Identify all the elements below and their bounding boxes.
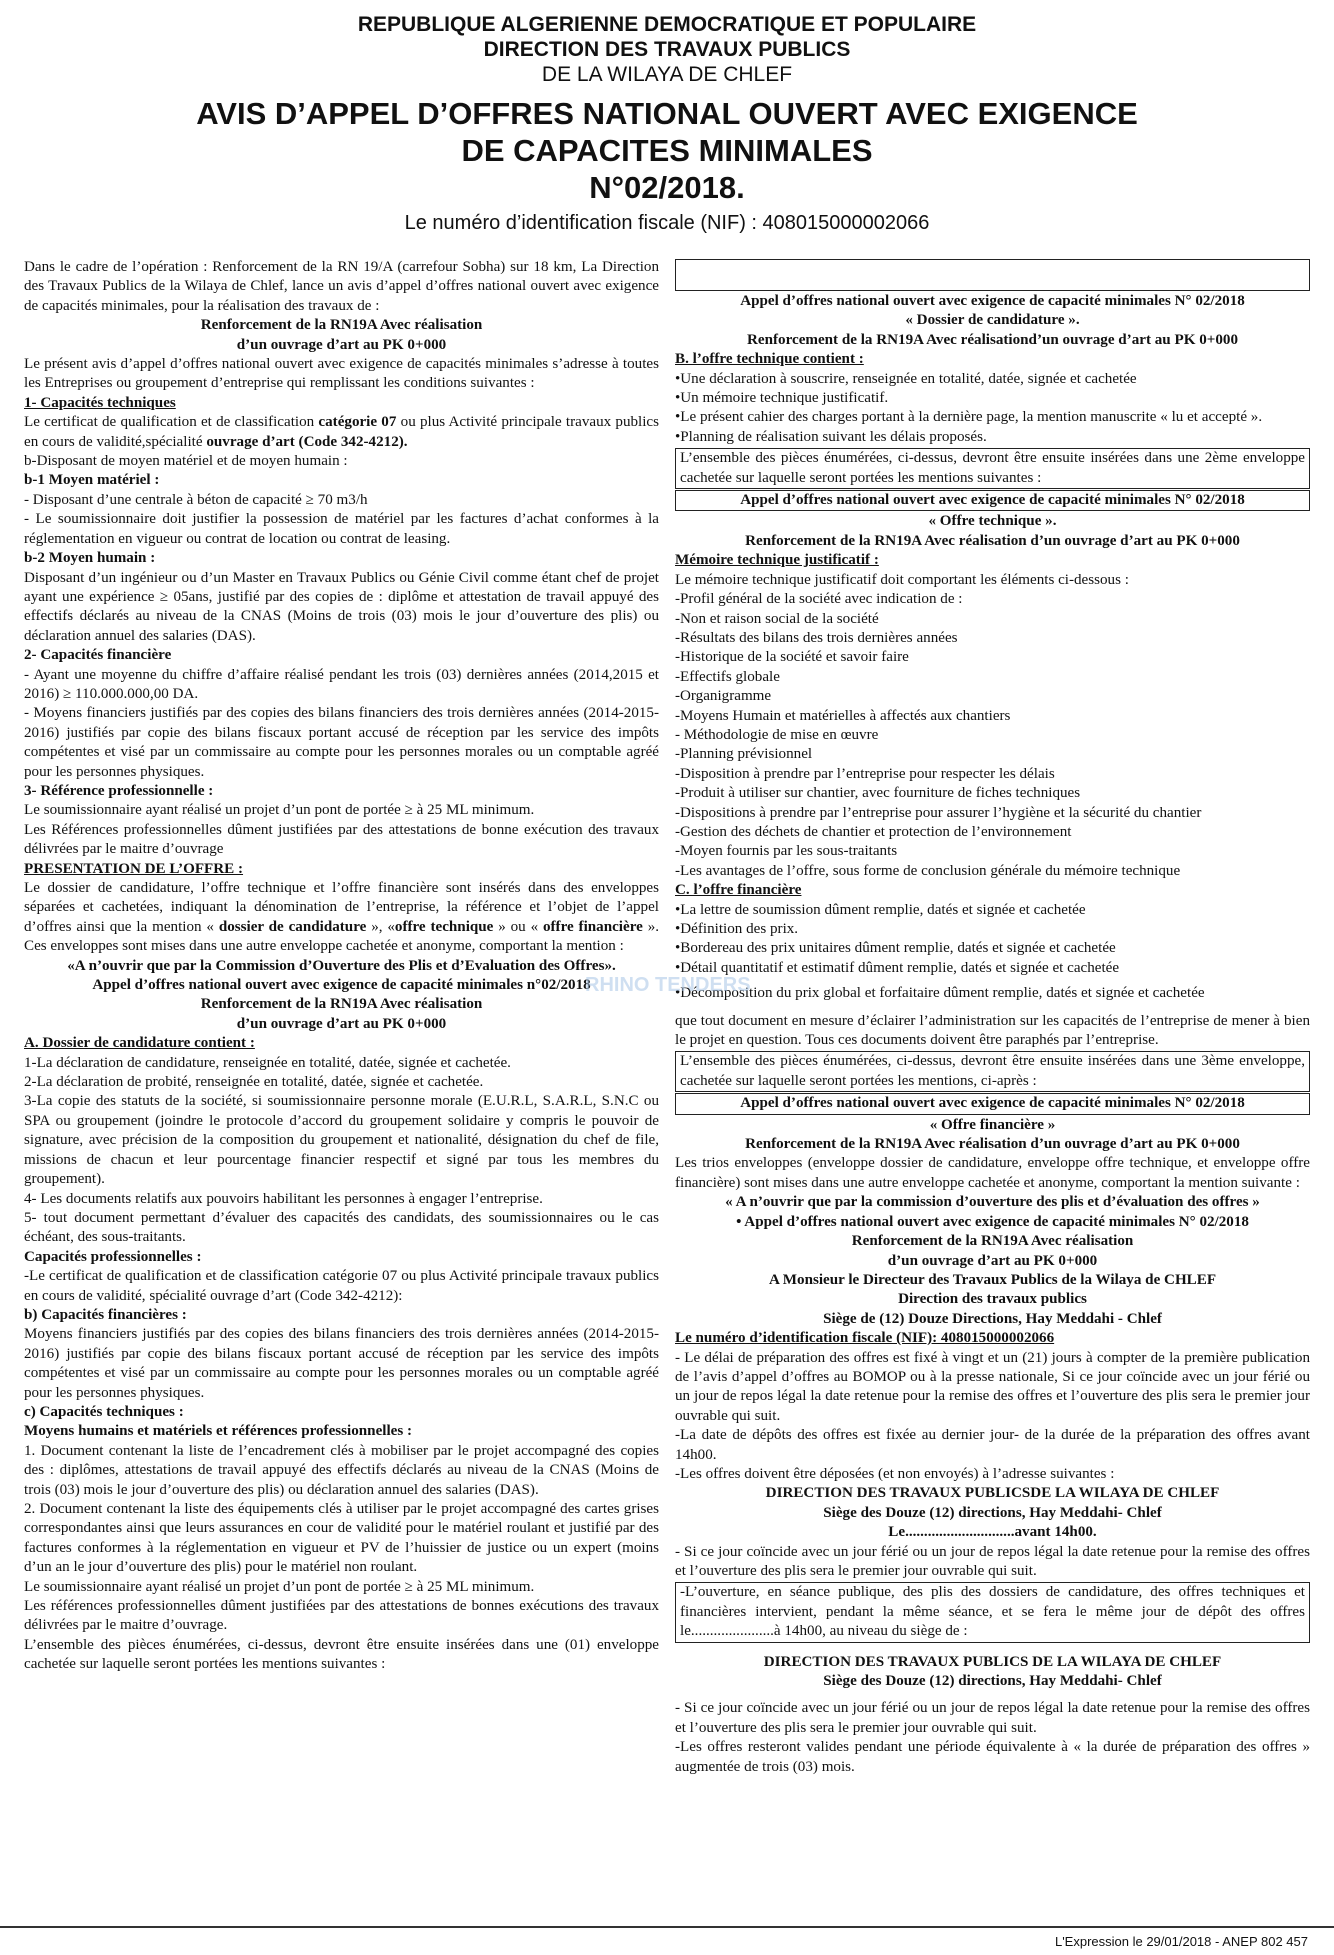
list-item: •Détail quantitatif et estimatif dûment remplie, datés et signée et cachetée <box>675 959 1120 976</box>
financial-means-paragraph: Moyens financiers justifiés par des copies des bilans financiers des trois dernières années (2014-2015-2016) justifiés par copie des bilans fiscaux portant accusé de réception par les service des impôts compétentes et visé par un commissaire au compte pour les personnes morales ou un comptable agréé pour les personnes physiques. <box>24 1326 659 1401</box>
notice-columns <box>24 258 1310 1918</box>
section-offer-presentation: PRESENTATION DE L’OFFRE : <box>24 860 244 877</box>
opening-commission-mention: «A n’ouvrir que par la Commission d’Ouverture des Plis et d’Evaluation des Offres». <box>67 957 616 974</box>
section-material-means: b-1 Moyen matériel : <box>24 472 160 489</box>
tender-reference: • Appel d’offres national ouvert avec exigence de capacité minimales N° 02/2018 <box>736 1213 1249 1230</box>
staff-document: 1. Document contenant la liste de l’encadrement clés à mobiliser par le projet accompagné des copies des : diplômes, attestations de travail appuyé des effectifs déclarés au niveau de la CNAS (Moins de trois (03) mois le jour d’ouverture des plis) ou déclaration annuel des salaries (DAS). <box>24 1442 659 1498</box>
envelope-instruction: L’ensemble des pièces énumérées, ci-dessus, devront être ensuite insérées dans une 3ème enveloppe, cachetée sur laquelle seront portées les mentions, ci-après : <box>680 1053 1305 1089</box>
project-title-line1: Renforcement de la RN19A Avec réalisation <box>851 1233 1134 1250</box>
opening-session-box <box>675 1582 1310 1642</box>
addressee-direction: Direction des travaux publics <box>898 1291 1087 1308</box>
concrete-plant-line: - Disposant d’une centrale à béton de capacité ≥ 70 m3/h <box>24 491 368 508</box>
list-item: •Le présent cahier des charges portant à la dernière page, la mention manuscrite « lu et accepté ». <box>675 409 1263 426</box>
tender-reference-box <box>675 490 1310 511</box>
list-item: -Les avantages de l’offre, sous forme de conclusion générale du mémoire technique <box>675 862 1181 879</box>
deposit-deadline: Le.............................avant 14h00. <box>888 1524 1097 1541</box>
project-title: Renforcement de la RN19A Avec réalisation d’un ouvrage d’art au PK 0+000 <box>745 532 1240 549</box>
deposit-address: Siège des Douze (12) directions, Hay Meddahi- Chlef <box>823 1504 1162 1521</box>
list-item: 1-La déclaration de candidature, renseignée en totalité, datée, signée et cachetée. <box>24 1054 511 1071</box>
left-column <box>24 258 659 1918</box>
bridge-reference: Le soumissionnaire ayant réalisé un projet d’un pont de portée ≥ à 25 ML minimum. <box>24 802 535 819</box>
certificate-paragraph: Le certificat de qualification et de classification catégorie 07 ou plus Activité principale travaux publics en cours de validité,spécialité ouvrage d’art (Code 342-4212). <box>24 414 659 450</box>
list-item: -Historique de la société et savoir faire <box>675 649 909 666</box>
project-title: Renforcement de la RN19A Avec réalisation d’un ouvrage d’art au PK 0+000 <box>745 1136 1240 1153</box>
watermark-logo: RHINO TENDERS <box>585 974 751 996</box>
list-item: •Bordereau des prix unitaires dûment remplie, datés et signée et cachetée <box>675 940 1116 957</box>
references-paragraph: Les références professionnelles dûment justifiées par des attestations de bonnes exécutions des travaux délivrées par le maitre d’ouvrage. <box>24 1598 659 1634</box>
list-item: 3-La copie des statuts de la société, si soumissionnaire personne morale (E.U.R.L, S.A.R.L, S.N.C ou SPA ou groupement (joindre le protocole d’accord du groupement solidaire y compris le pouvoir de signature, avec précision de la composition du groupement et nationalité, désignation du chef de file, missions de chacun et leur pourcentage financier respectif et signé par tous les membres du groupement). <box>24 1093 659 1188</box>
list-item: -Résultats des bilans des trois dernières années <box>675 629 958 646</box>
right-column <box>675 258 1310 1918</box>
envelope-label: « Dossier de candidature ». <box>905 312 1080 329</box>
intro-paragraph: Dans le cadre de l’opération : Renforcement de la RN 19/A (carrefour Sobha) sur 18 km, La Direction des Travaux Publics de la Wilaya de Chlef, lance un avis d’appel d’offres national ouvert avec exigence de capacités minimales, pour la réalisation des travaux de : <box>24 259 659 314</box>
means-intro: b-Disposant de moyen matériel et de moyen humain : <box>24 453 348 470</box>
section-application-file: A. Dossier de candidature contient : <box>24 1035 255 1052</box>
list-item: -Disposition à prendre par l’entreprise pour respecter les délais <box>675 765 1055 782</box>
opening-session-paragraph: -L’ouverture, en séance publique, des plis des dossiers de candidature, des offres techniques et financières intervient, pendant la même séance, et se fera le même jour de dépôt des offres le......................à 14h00, au niveau du siège de : <box>680 1584 1305 1640</box>
references-paragraph: Les Références professionnelles dûment justifiées par des attestations de bonne exécution des travaux délivrées par le maitre d’ouvrage <box>24 821 659 858</box>
list-item: -Non et raison social de la société <box>675 610 879 627</box>
section-financial-offer: C. l’offre financière <box>675 882 802 899</box>
notice-header <box>24 12 1310 235</box>
section-technical-offer: B. l’offre technique contient : <box>675 351 864 368</box>
list-item: -Moyens Humain et matérielles à affectés aux chantiers <box>675 707 1011 724</box>
list-item: 4- Les documents relatifs aux pouvoirs habilitant les personnes à engager l’entreprise. <box>24 1190 543 1207</box>
envelope-instruction: L’ensemble des pièces énumérées, ci-dessus, devront être ensuite insérées dans une (01) enveloppe cachetée sur laquelle seront portées les mentions suivantes : <box>24 1636 659 1673</box>
notice-title-line1: AVIS D’APPEL D’OFFRES NATIONAL OUVERT AVEC EXIGENCE <box>196 96 1138 131</box>
nif-line: Le numéro d’identification fiscale (NIF): 408015000002066 <box>675 1330 1055 1347</box>
financial-means-paragraph: - Moyens financiers justifiés par des copies des bilans financiers des trois dernières années (2014-2015-2016) justifiés par copie des bilans fiscaux portant accusé de réception par les service des impôts compétentes et visé par un commissaire au compte pour les personnes morales ou un comptable agréé pour les personnes physiques. <box>24 705 659 780</box>
engineer-paragraph: Disposant d’un ingénieur ou d’un Master en Travaux Publics ou Génie Civil comme étant chef de projet ayant une expérience ≥ 05ans, justifié par des copies de : diplôme et attestation de travail appuyé des effectifs déclarés au niveau de la CNAS (Moins de trois (03) mois le jour d’ouverture des plis) ou déclaration annuel des salaries (DAS). <box>24 569 659 644</box>
section-financial-capacities: 2- Capacités financière <box>24 647 172 664</box>
memo-intro: Le mémoire technique justificatif doit comportant les éléments ci-dessous : <box>675 571 1129 588</box>
project-title-line1: Renforcement de la RN19A Avec réalisation <box>200 996 483 1013</box>
section-technical-capacities: 1- Capacités techniques <box>24 394 176 411</box>
envelope-instruction-box <box>675 448 1310 489</box>
empty-box <box>675 259 1310 291</box>
header-republic: REPUBLIQUE ALGERIENNE DEMOCRATIQUE ET POPULAIRE <box>357 13 977 36</box>
holiday-rule: - Si ce jour coïncide avec un jour férié ou un jour de repos légal la date retenue pour la remise des offres et l’ouverture des plis sera le premier jour ouvrable qui suit. <box>675 1700 1310 1736</box>
list-item: -Effectifs globale <box>675 668 780 685</box>
opening-commission-mention: « A n’ouvrir que par la commission d’ouverture des plis et d’évaluation des offres » <box>725 1194 1260 1211</box>
section-means-references: Moyens humains et matériels et références professionnelles : <box>24 1423 413 1440</box>
section-technical-capacities-c: c) Capacités techniques : <box>24 1403 184 1420</box>
project-title: Renforcement de la RN19A Avec réalisationd’un ouvrage d’art au PK 0+000 <box>747 331 1238 348</box>
list-item: 2-La déclaration de probité, renseignée en totalité, datée, signée et cachetée. <box>24 1074 484 1091</box>
equipment-document: 2. Document contenant la liste des équipements clés à utiliser par le projet accompagné des cartes grises correspondantes ainsi que leurs assurances en cour de validité pour le matériel roulant et justifié par des factures conformes à la réglementation en vigueur et PV de l’huissier de justice ou un expert (moins d’un an le jour d’ouverture des plis) pour le matériel non roulant. <box>24 1501 659 1576</box>
addressee-address: Siège de (12) Douze Directions, Hay Meddahi - Chlef <box>823 1310 1162 1327</box>
list-item: •Une déclaration à souscrire, renseignée en totalité, datée, signée et cachetée <box>675 370 1137 387</box>
list-item: •Définition des prix. <box>675 921 799 937</box>
deposit-address-intro: -Les offres doivent être déposées (et non envoyés) à l’adresse suivantes : <box>675 1465 1115 1482</box>
validity-paragraph: -Les offres resteront valides pendant une période équivalente à « la durée de préparation des offres » augmentée de trois (03) mois. <box>675 1739 1310 1775</box>
list-item: - Méthodologie de mise en œuvre <box>675 726 879 743</box>
section-human-means: b-2 Moyen humain : <box>24 550 156 567</box>
bridge-reference: Le soumissionnaire ayant réalisé un projet d’un pont de portée ≥ à 25 ML minimum. <box>24 1578 535 1595</box>
section-professional-reference: 3- Référence professionnelle : <box>24 782 214 799</box>
header-nif: Le numéro d’identification fiscale (NIF) : 408015000002066 <box>404 212 930 234</box>
envelope-label: « Offre technique ». <box>928 513 1057 530</box>
notice-title-line2: DE CAPACITES MINIMALES <box>461 133 873 168</box>
tender-reference-box <box>675 1093 1310 1114</box>
list-item: -Profil général de la société avec indication de : <box>675 591 963 608</box>
list-item: -Dispositions à prendre par l’entreprise pour assurer l’hygiène et la sécurité du chantier <box>675 804 1202 821</box>
project-title-line2: d’un ouvrage d’art au PK 0+000 <box>236 1015 447 1032</box>
equipment-proof: - Le soumissionnaire doit justifier la possession de matériel par les factures d’achat conformes à la réglementation en vigueur ou contrat de location ou contrat de leasing. <box>24 511 659 547</box>
turnover-paragraph: - Ayant une moyenne du chiffre d’affaire réalisé pendant les trois (03) dernières années (2014,2015 et 2016) ≥ 110.000.000,00 DA. <box>24 666 659 702</box>
holiday-rule: - Si ce jour coïncide avec un jour férié ou un jour de repos légal la date retenue pour la remise des offres et l’ouverture des plis sera le premier jour ouvrable qui suit. <box>675 1543 1310 1579</box>
opening-address: Siège des Douze (12) directions, Hay Meddahi- Chlef <box>823 1673 1162 1690</box>
list-item: -Gestion des déchets de chantier et protection de l’environnement <box>675 823 1072 840</box>
project-title-line2: d’un ouvrage d’art au PK 0+000 <box>887 1252 1098 1269</box>
deadline-paragraph: - Le délai de préparation des offres est fixé à vingt et un (21) jours à compter de la première publication de l’avis d’appel d’offres au BOMOP ou à la presse nationale, Si ce jour coïncide avec un jour férié ou un jour de repos légal la date retenue pour la remise des offres et l’ouverture des plis sera le premier jour ouvrable qui suit. <box>675 1349 1310 1424</box>
deposit-date-paragraph: -La date de dépôts des offres est fixée au dernier jour- de la durée de la préparation des offres avant 14h00. <box>675 1427 1310 1463</box>
scope-paragraph: Le présent avis d’appel d’offres national ouvert avec exigence de capacités minimales s’adresse à toutes les Entreprises ou groupement d’entreprise qui remplissant les conditions suivantes : <box>24 356 659 392</box>
opening-direction: DIRECTION DES TRAVAUX PUBLICS DE LA WILAYA DE CHLEF <box>763 1653 1222 1670</box>
certificate-paragraph: -Le certificat de qualification et de classification catégorie 07 ou plus Activité principale travaux publics en cours de validité, spécialité ouvrage d’art (Code 342-4212): <box>24 1268 659 1304</box>
list-item: 5- tout document permettant d’évaluer des capacités des candidats, des soumissionnaires ou le cas échéant, des sous-traitants. <box>24 1209 659 1246</box>
section-financial-capacities-b: b) Capacités financières : <box>24 1306 187 1323</box>
list-item: -Planning prévisionnel <box>675 746 813 763</box>
list-item: -Organigramme <box>675 688 772 705</box>
tender-reference: Appel d’offres national ouvert avec exigence de capacité minimales N° 02/2018 <box>740 492 1245 509</box>
list-item: •La lettre de soumission dûment remplie, datés et signée et cachetée <box>675 901 1086 918</box>
header-wilaya: DE LA WILAYA DE CHLEF <box>541 63 793 86</box>
envelope-instruction-box <box>675 1051 1310 1092</box>
notice-number: N°02/2018. <box>589 170 745 205</box>
envelope-label: « Offre financière » <box>929 1116 1056 1133</box>
list-item: -Moyen fournis par les sous-traitants <box>675 843 898 860</box>
envelope-instruction: L’ensemble des pièces énumérées, ci-dessus, devront être ensuite insérées dans une 2ème enveloppe cachetée sur laquelle seront portées les mentions suivantes : <box>680 450 1305 486</box>
list-item: •Un mémoire technique justificatif. <box>675 390 889 407</box>
section-professional-capacities: Capacités professionnelles : <box>24 1248 202 1265</box>
presentation-paragraph: Le dossier de candidature, l’offre technique et l’offre financière sont insérés dans des enveloppes séparées et cachetées, indiquant la dénomination de l’entreprise, la référence et l’objet de l’appel d’offres ainsi que la mention « dossier de candidature », «offre technique » ou « offre financière ». Ces enveloppes sont mises dans une autre enveloppe cachetée et anonyme, comportant la mention : <box>24 880 659 955</box>
documents-paragraph: que tout document en mesure d’éclairer l’administration sur les capacités de l’entreprise de mener à bien le projet en question. Tous ces documents doivent être paraphés par l’entreprise. <box>675 1012 1310 1049</box>
tender-reference: Appel d’offres national ouvert avec exigence de capacité minimales N° 02/2018 <box>740 293 1245 309</box>
tender-reference: Appel d’offres national ouvert avec exigence de capacité minimales N° 02/2018 <box>740 1095 1245 1112</box>
addressee: A Monsieur le Directeur des Travaux Publics de la Wilaya de CHLEF <box>768 1271 1217 1288</box>
footer-publication: L'Expression le 29/01/2018 - ANEP 802 457 <box>0 1926 1334 1955</box>
header-direction: DIRECTION DES TRAVAUX PUBLICS <box>483 38 851 61</box>
list-item: -Produit à utiliser sur chantier, avec fourniture de fiches techniques <box>675 785 1081 802</box>
envelopes-paragraph: Les trios enveloppes (enveloppe dossier de candidature, enveloppe offre technique, et enveloppe offre financière) sont mises dans une autre enveloppe cachetée et anonyme, comportant la mention suivante : <box>675 1155 1310 1191</box>
list-item: •Décomposition du prix global et forfaitaire dûment remplie, datés et signée et cachetée <box>675 985 1205 1002</box>
list-item: •Planning de réalisation suivant les délais proposés. <box>675 428 987 445</box>
section-technical-memo: Mémoire technique justificatif : <box>675 552 879 569</box>
project-title-line1: Renforcement de la RN19A Avec réalisation <box>200 317 483 334</box>
tender-reference: Appel d’offres national ouvert avec exigence de capacité minimales n°02/2018 <box>92 977 591 994</box>
deposit-direction: DIRECTION DES TRAVAUX PUBLICSDE LA WILAYA DE CHLEF <box>765 1485 1220 1502</box>
project-title-line2: d’un ouvrage d’art au PK 0+000 <box>236 336 447 353</box>
